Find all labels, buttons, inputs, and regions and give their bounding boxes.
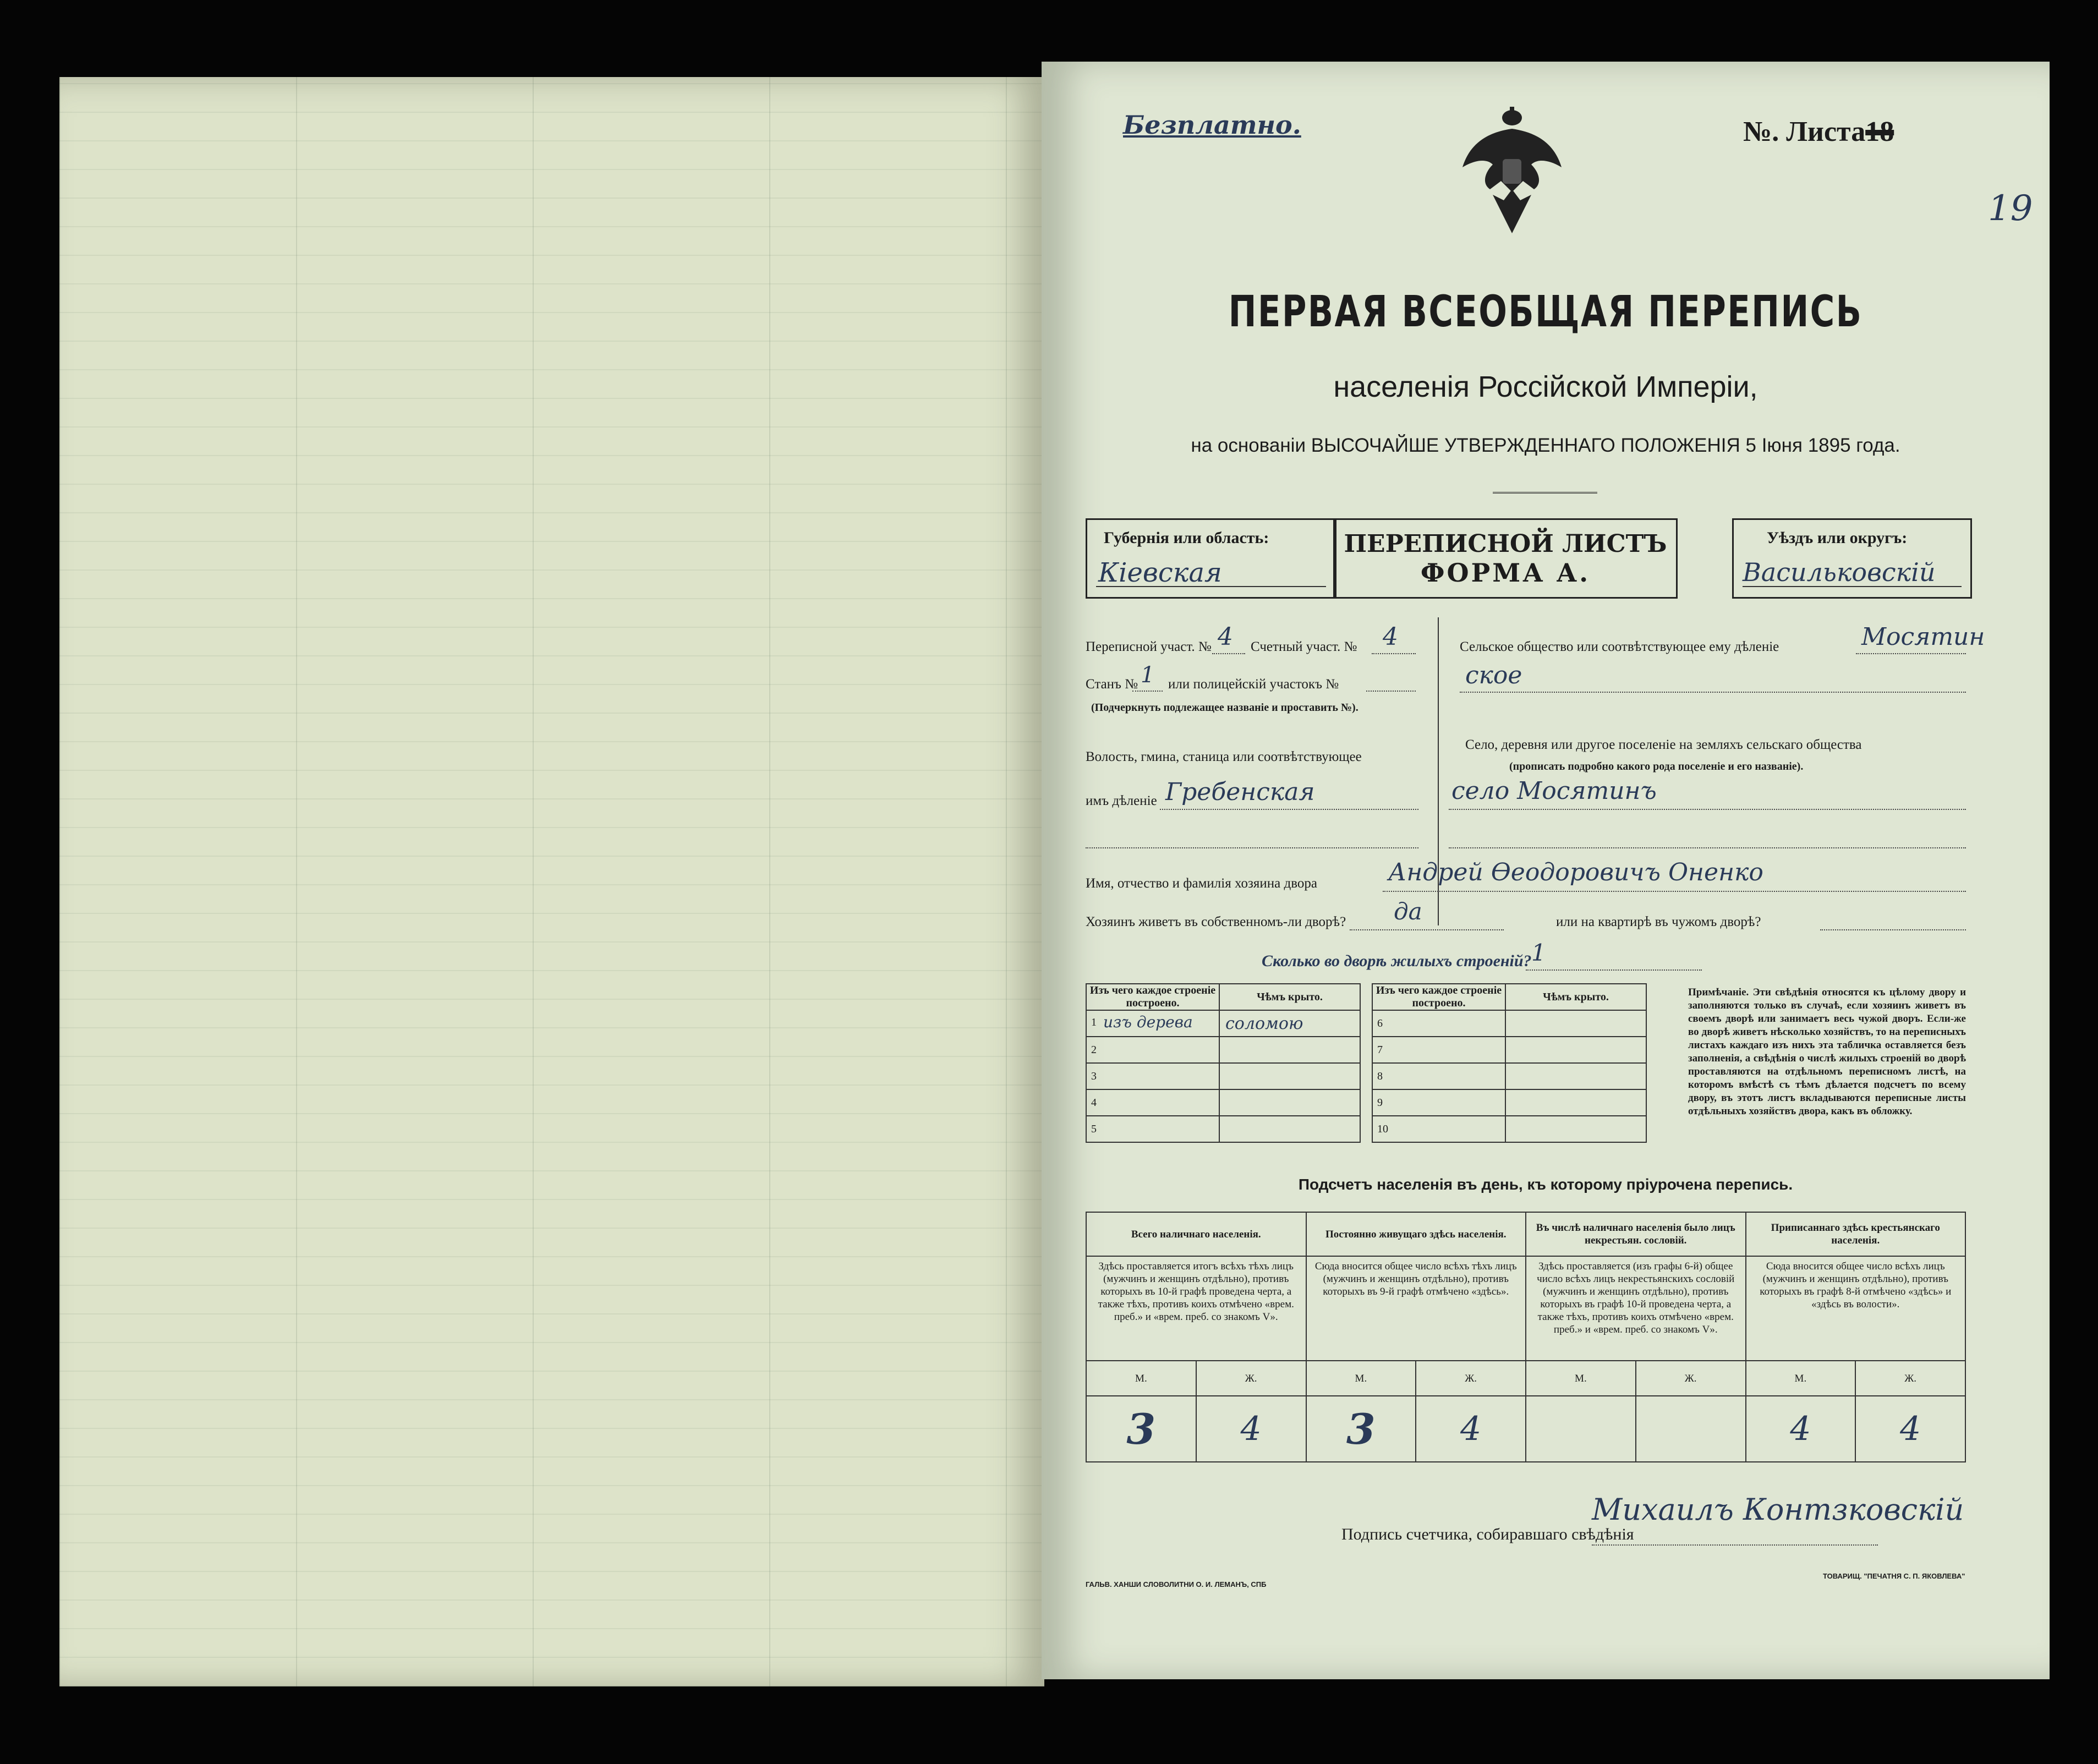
group-header-total: Всего наличнаго населенія. <box>1086 1212 1306 1256</box>
own-yard-label: Хозяинъ живетъ въ собственномъ-ли дворѣ? <box>1086 914 1346 929</box>
m-label: М. <box>1306 1361 1416 1396</box>
buildings-label: Сколько во дворѣ жилыхъ строеній? <box>1262 952 1532 970</box>
title-basis: на основаніи ВЫСОЧАЙШЕ УТВЕРЖДЕННАГО ПОЛОЖЕНІЯ 5 Іюня 1895 года. <box>1191 435 1900 456</box>
row-number: 7 <box>1372 1037 1505 1063</box>
roof-cell <box>1505 1010 1646 1037</box>
village-note: (прописать подробно какого рода поселеніе и его названіе). <box>1509 760 1804 773</box>
province-box <box>1086 518 1336 599</box>
count-section-value: 4 <box>1383 623 1398 651</box>
signature-value: Михаилъ Контзковскій <box>1592 1492 1964 1527</box>
signature-line <box>1592 1544 1878 1546</box>
col-material-left: Изъ чего каждое строеніе построено. <box>1086 984 1219 1010</box>
group-header-registered: Приписаннаго здѣсь крестьянскаго населенія. <box>1746 1212 1966 1256</box>
title-main: ПЕРВАЯ ВСЕОБЩАЯ ПЕРЕПИСЬ <box>1228 287 1863 337</box>
census-section-value: 4 <box>1218 623 1233 651</box>
owner-label: Имя, отчество и фамилія хозяина двора <box>1086 876 1317 891</box>
stan-note: (Подчеркнуть подлежащее названіе и проставить №). <box>1091 702 1359 714</box>
sheet-number-text: №. Листа <box>1743 116 1866 147</box>
group-desc-total: Здѣсь проставляется итогъ всѣхъ тѣхъ лицъ (мужчинъ и женщинъ отдѣльно), противъ которыхъ въ 10-й графѣ проведена черта, а также тѣхъ, противъ коихъ отмѣчено «врем. преб.» и «врем. преб. со знакомъ V». <box>1086 1256 1306 1361</box>
roof-cell <box>1219 1037 1360 1063</box>
count-table <box>1086 1212 1966 1462</box>
row-number: 2 <box>1086 1037 1219 1063</box>
main-title <box>1042 287 2050 337</box>
total-f-value: 4 <box>1196 1396 1306 1462</box>
roof-cell <box>1219 1089 1360 1116</box>
police-label: или полицейскій участокъ № <box>1168 677 1339 692</box>
roof-cell <box>1219 1063 1360 1089</box>
registered-f-value: 4 <box>1855 1396 1965 1462</box>
left-page <box>59 77 1044 1686</box>
permanent-f-value: 4 <box>1416 1396 1526 1462</box>
roof-cell <box>1505 1116 1646 1142</box>
group-header-permanent: Постоянно живущаго здѣсь населенія. <box>1306 1212 1526 1256</box>
registered-m-value: 4 <box>1746 1396 1856 1462</box>
roof-cell <box>1219 1116 1360 1142</box>
owner-line <box>1383 891 1966 892</box>
volost-label-2: имъ дѣленіе <box>1086 793 1157 808</box>
f-label: Ж. <box>1855 1361 1965 1396</box>
sheet-number-label <box>1743 116 1894 148</box>
own-yard-line <box>1350 929 1504 930</box>
f-label: Ж. <box>1636 1361 1746 1396</box>
form-title-box <box>1333 518 1678 599</box>
stan-line <box>1132 691 1163 692</box>
district-label: Уѣздъ или округъ: <box>1767 529 1908 547</box>
row-number: 5 <box>1086 1116 1219 1142</box>
note-block <box>1688 986 1966 1118</box>
col-material-right: Изъ чего каждое строеніе построено. <box>1372 984 1505 1010</box>
province-value: Кіевская <box>1098 557 1222 588</box>
imperial-eagle-emblem <box>1460 107 1564 233</box>
ornament-divider <box>1493 492 1597 494</box>
row-number: 10 <box>1372 1116 1505 1142</box>
non-peasant-f-value <box>1636 1396 1746 1462</box>
buildings-table-left <box>1086 983 1361 1143</box>
row-number: 3 <box>1086 1063 1219 1089</box>
note-text: Эти свѣдѣнія относятся къ цѣлому двору и заполняются только въ случаѣ, если хозяинъ живетъ въ своемъ дворѣ или занимаетъ весь чужой дворъ. Если-же во дворѣ живетъ нѣсколько хозяйствъ, то на переписныхъ листахъ каждаго изъ нихъ эта табличка оставляется безъ заполненія, а свѣдѣнія о числѣ жилыхъ строеній во дворѣ проставляются на отдѣльномъ переписномъ листѣ, на которомъ вмѣстѣ съ тѣмъ дѣлается подсчетъ по всему двору, въ этотъ листъ вкладываются переписные листы отдѣльныхъ хозяйствъ двора, какъ въ обложку. <box>1688 987 1966 1117</box>
sheet-number-handwritten: 19 <box>1988 188 2033 229</box>
own-yard-value: да <box>1394 898 1422 925</box>
owner-value: Андрей Өеодоровичъ Оненко <box>1388 858 1763 886</box>
note-heading: Примѣчаніе. <box>1688 987 1749 998</box>
district-underline <box>1743 586 1962 587</box>
society-line-1 <box>1856 653 1966 654</box>
count-table-title: Подсчетъ населенія въ день, къ которому пріурочена перепись. <box>1298 1176 1793 1193</box>
district-box <box>1732 518 1972 599</box>
total-m-value: 3 <box>1086 1396 1196 1462</box>
f-label: Ж. <box>1196 1361 1306 1396</box>
signature-label: Подпись счетчика, собиравшаго свѣдѣнія <box>1341 1525 1634 1543</box>
footer-left: ГАЛЬВ. ХАНШИ СЛОВОЛИТНИ О. И. ЛЕМАНЪ, СПБ <box>1086 1580 1267 1588</box>
village-line <box>1449 809 1966 810</box>
volost-line <box>1160 809 1418 810</box>
group-desc-non-peasant: Здѣсь проставляется (изъ графы 6-й) общее число всѣхъ лицъ некрестьянскихъ сословій (мужчинъ и женщинъ отдѣльно), противъ которыхъ въ графѣ 10-й проведена черта, а также тѣхъ, противъ коихъ отмѣчено «врем. преб.» и «врем. преб. со знакомъ V». <box>1526 1256 1746 1361</box>
non-peasant-m-value <box>1526 1396 1636 1462</box>
rent-label: или на квартирѣ въ чужомъ дворѣ? <box>1556 914 1761 929</box>
row-number: 4 <box>1086 1089 1219 1116</box>
census-section-line <box>1212 653 1245 654</box>
police-line <box>1366 691 1416 692</box>
material-value: изъ дерева <box>1103 1013 1193 1031</box>
society-label: Сельское общество или соотвѣтствующее ему дѣленіе <box>1460 639 1779 654</box>
stan-value: 1 <box>1141 662 1155 688</box>
village-label: Село, деревня или другое поселеніе на земляхъ сельскаго общества <box>1465 737 1862 752</box>
district-value: Васильковскій <box>1743 557 1936 587</box>
buildings-line <box>1526 969 1702 971</box>
table-row <box>1086 1010 1219 1037</box>
society-value-2: ское <box>1465 661 1522 689</box>
roof-value: соломою <box>1219 1010 1360 1037</box>
village-line-2 <box>1449 847 1966 848</box>
col-roof-right: Чѣмъ крыто. <box>1505 984 1646 1010</box>
society-value-1: Мосятин <box>1861 623 1985 651</box>
count-section-label: Счетный участ. № <box>1251 639 1357 654</box>
form-title: ПЕРЕПИСНОЙ ЛИСТЪ <box>1344 530 1667 558</box>
row-number: 1 <box>1091 1016 1097 1028</box>
form-subtitle: ФОРМА А. <box>1420 558 1591 588</box>
right-page <box>1042 62 2050 1679</box>
sheet-number-struck: 18 <box>1865 116 1894 147</box>
roof-cell <box>1505 1063 1646 1089</box>
col-roof-left: Чѣмъ крыто. <box>1219 984 1360 1010</box>
permanent-m-value: 3 <box>1306 1396 1416 1462</box>
buildings-value: 1 <box>1531 939 1546 966</box>
free-label: Безплатно. <box>1123 110 1301 140</box>
f-label: Ж. <box>1416 1361 1526 1396</box>
province-label: Губернія или область: <box>1104 529 1269 547</box>
count-section-line <box>1372 653 1416 654</box>
footer-right: ТОВАРИЩ. "ПЕЧАТНЯ С. П. ЯКОВЛЕВА" <box>1823 1572 1965 1580</box>
m-label: М. <box>1746 1361 1856 1396</box>
buildings-table-right <box>1372 983 1647 1143</box>
row-number: 6 <box>1372 1010 1505 1037</box>
roof-cell <box>1505 1089 1646 1116</box>
volost-value: Гребенская <box>1165 778 1315 806</box>
census-section-label: Переписной участ. № <box>1086 639 1212 654</box>
volost-line-2 <box>1086 847 1418 848</box>
group-desc-permanent: Сюда вносится общее число всѣхъ тѣхъ лицъ (мужчинъ и женщинъ отдѣльно), противъ которыхъ въ 9-й графѣ отмѣчено «здѣсь». <box>1306 1256 1526 1361</box>
stan-label: Станъ № <box>1086 677 1138 692</box>
volost-label: Волость, гмина, станица или соотвѣтствующее <box>1086 749 1362 764</box>
village-value: село Мосятинъ <box>1451 777 1657 805</box>
m-label: М. <box>1526 1361 1636 1396</box>
group-desc-registered: Сюда вносится общее число всѣхъ лицъ (мужчинъ и женщинъ отдѣльно), противъ которыхъ въ графѣ 8-й отмѣчено «здѣсь» и «здѣсь въ волости». <box>1746 1256 1966 1361</box>
society-line-2 <box>1460 692 1966 693</box>
province-underline <box>1096 586 1326 587</box>
roof-cell <box>1505 1037 1646 1063</box>
rent-line <box>1820 929 1966 930</box>
group-header-non-peasant: Въ числѣ наличнаго населенія было лицъ некрестьян. сословій. <box>1526 1212 1746 1256</box>
row-number: 9 <box>1372 1089 1505 1116</box>
row-number: 8 <box>1372 1063 1505 1089</box>
title-sub: населенія Россійской Имперіи, <box>1333 370 1758 403</box>
m-label: М. <box>1086 1361 1196 1396</box>
